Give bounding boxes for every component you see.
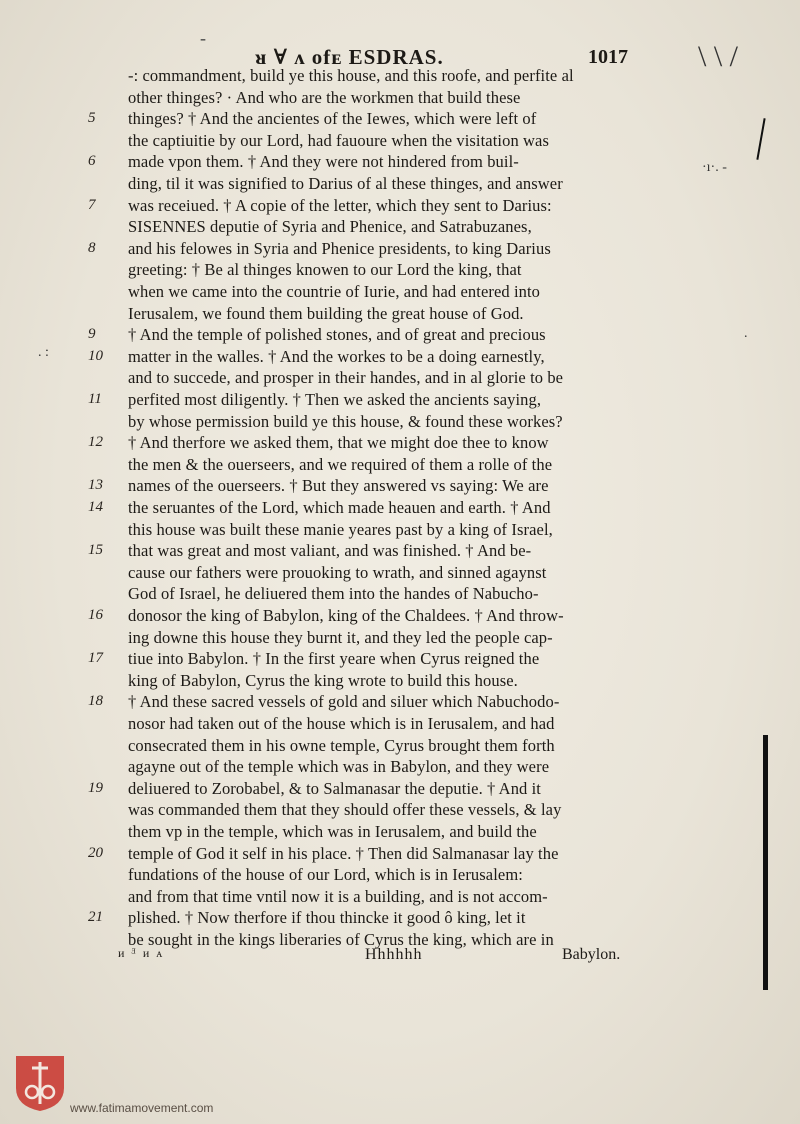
verse-number: 10 xyxy=(88,347,103,364)
top-mark: - xyxy=(200,28,206,48)
text-line: † And therfore we asked them, that we might doe thee to know xyxy=(128,433,549,453)
text-line: made vpon them. † And they were not hindered from buil- xyxy=(128,152,519,172)
text-line: nosor had taken out of the house which is in Ierusalem, and had xyxy=(128,714,555,733)
text-line: the captiuitie by our Lord, had fauoure when the visitation was xyxy=(128,130,549,150)
text-line: thinges? † And the ancientes of the Iewes, which were left of xyxy=(128,109,537,129)
verse-number: 21 xyxy=(88,909,103,926)
text-line: donosor the king of Babylon, king of the Chaldees. † And throw- xyxy=(128,606,564,625)
text-line: fundations of the house of our Lord, which is in Ierusalem: xyxy=(128,865,523,885)
papal-emblem-icon xyxy=(14,1054,66,1112)
margin-dots-left: . : xyxy=(38,345,49,360)
text-line: deliuered to Zorobabel, & to Salmanasar the deputie. † And it xyxy=(128,778,541,798)
text-line: -: commandment, build ye this house, and this roofe, and perfite al xyxy=(128,66,574,85)
running-title: ᴚ ∀ ᴧ ofᴇ ESDRAS. xyxy=(255,45,444,69)
text-line: greeting: † Be al thinges knowen to our Lord the king, that xyxy=(128,260,522,280)
text-line: when we came into the countrie of Iurie, and had entered into xyxy=(128,282,541,301)
verse-number: 5 xyxy=(88,110,96,127)
text-line: cause our fathers were prouoking to wrath, and sinned agaynst xyxy=(128,562,547,582)
text-line: agayne out of the temple which was in Babylon, and they were xyxy=(128,757,550,777)
margin-dots: ·ı·. - xyxy=(702,160,727,175)
signature-mark: ᴎ ᴲ ᴎ ᴀ xyxy=(118,946,165,960)
text-line: ing downe this house they burnt it, and they led the people cap- xyxy=(128,627,553,647)
text-line: king of Babylon, Cyrus the king wrote to build this house. xyxy=(128,670,518,690)
verse-number: 20 xyxy=(88,844,103,861)
text-line: this house was built these manie yeares past by a king of Israel, xyxy=(128,519,553,539)
text-line: the men & the ouerseers, and we required of them a rolle of the xyxy=(128,454,553,474)
verse-number: 19 xyxy=(88,779,103,796)
text-line: the seruantes of the Lord, which made heauen and earth. † And xyxy=(128,498,551,517)
text-line: and to succede, and prosper in their handes, and in al glorie to be xyxy=(128,368,564,388)
text-line: be sought in the kings liberaries of Cyrus the king, which are in xyxy=(128,930,554,949)
page-edge-line xyxy=(756,118,765,160)
text-line: † And these sacred vessels of gold and siluer which Nabuchodo- xyxy=(128,692,560,712)
text-line: plished. † Now therfore if thou thincke it good ô king, let it xyxy=(128,908,526,928)
margin-marks: \ \ / xyxy=(698,40,739,73)
verse-number: 12 xyxy=(88,434,103,451)
text-line: was receiued. † A copie of the letter, which they sent to Darius: xyxy=(128,195,552,215)
text-line: perfited most diligently. † Then we asked the ancients saying, xyxy=(128,390,542,409)
verse-number: 18 xyxy=(88,693,103,710)
text-line: SISENNES deputie of Syria and Phenice, and Satrabuzanes, xyxy=(128,217,532,237)
text-line: God of Israel, he deliuered them into the handes of Nabucho- xyxy=(128,584,539,604)
text-line: consecrated them in his owne temple, Cyrus brought them forth xyxy=(128,735,555,755)
text-line: temple of God it self in his place. † Then did Salmanasar lay the xyxy=(128,843,559,863)
text-line: tiue into Babylon. † In the first yeare when Cyrus reigned the xyxy=(128,649,540,669)
footer-url[interactable]: www.fatimamovement.com xyxy=(70,1101,214,1115)
text-line: other thinges? · And who are the workmen that build these xyxy=(128,87,521,107)
verse-number: 8 xyxy=(88,239,96,256)
verse-number: 13 xyxy=(88,477,103,494)
verse-number: 6 xyxy=(88,153,96,170)
text-line: and from that time vntil now it is a building, and is not accom- xyxy=(128,886,548,906)
text-line: ding, til it was signified to Darius of al these thinges, and answer xyxy=(128,174,563,193)
verse-number: 14 xyxy=(88,499,103,515)
catchword: Babylon. xyxy=(562,946,621,963)
text-line: names of the ouerseers. † But they answered vs saying: We are xyxy=(128,476,549,496)
text-line: by whose permission build ye this house, & found these workes? xyxy=(128,411,563,431)
text-line: Ierusalem, we found them building the great house of God. xyxy=(128,303,524,323)
text-line: and his felowes in Syria and Phenice presidents, to king Darius xyxy=(128,238,551,258)
verse-number: 16 xyxy=(88,607,103,623)
text-line: them vp in the temple, which was in Ierusalem, and build the xyxy=(128,822,537,841)
verse-number: 15 xyxy=(88,542,103,559)
margin-dots-right: . xyxy=(744,326,748,341)
page-edge-shadow xyxy=(763,735,768,990)
text-line: matter in the walles. † And the workes to be a doing earnestly, xyxy=(128,346,545,366)
verse-number: 17 xyxy=(88,650,103,667)
text-line: † And the temple of polished stones, and of great and precious xyxy=(128,325,546,345)
text-line: was commanded them that they should offer these vessels, & lay xyxy=(128,800,562,820)
verse-number: 11 xyxy=(88,391,102,407)
page-number: 1017 xyxy=(588,46,628,68)
verse-number: 7 xyxy=(88,196,96,213)
catchword-mid: Hhhhhh xyxy=(365,946,423,963)
verse-number: 9 xyxy=(88,326,96,343)
text-line: that was great and most valiant, and was finished. † And be- xyxy=(128,541,532,561)
